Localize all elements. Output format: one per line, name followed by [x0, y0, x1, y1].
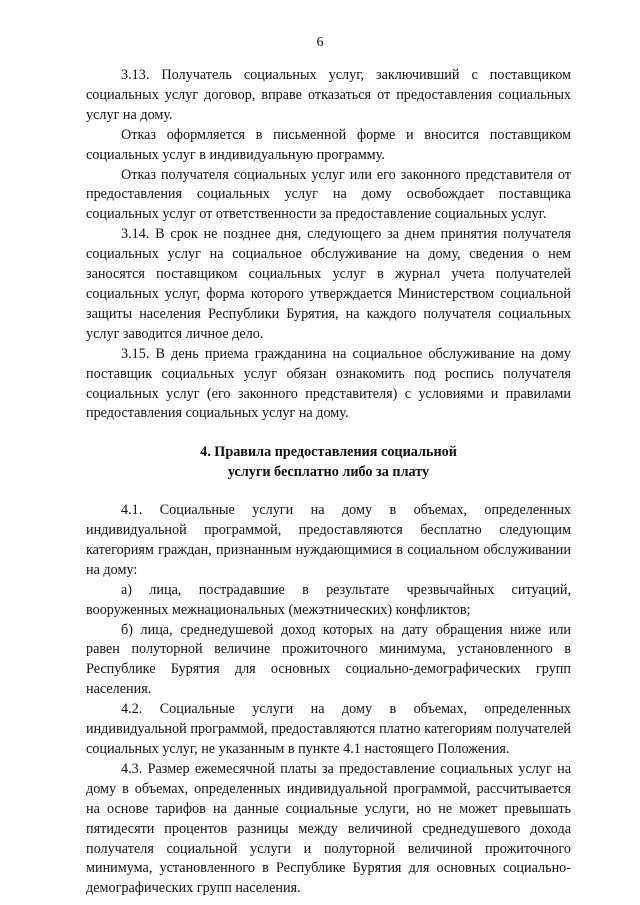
- page-number: 6: [316, 35, 324, 50]
- paragraph-3-13: 3.13. Получатель социальных услуг, заключивший с поставщиком социальных услуг договор, вправе отказаться от предоставления социальных услуг на дому.: [86, 67, 571, 123]
- section-heading-line-2: услуги бесплатно либо за плату: [227, 464, 430, 481]
- document-body: [86, 66, 571, 899]
- paragraph-4-2: 4.2. Социальные услуги на дому в объемах, определенных индивидуальной программой, предоставляются платно категориям получателей социальных услуг, не указанным в пункте 4.1 настоящего Положения.: [86, 701, 571, 757]
- paragraph-3-14: 3.14. В срок не позднее дня, следующего за днем принятия получателя социальных услуг на социальное обслуживание на дому, сведения о нем заносятся поставщиком социальных услуг в журнал учета получателей социальных услуг, форма которого утверждается Министерством социальной защиты населения Республики Бурятия, на каждого получателя социальных услуг заводится личное дело.: [86, 226, 571, 342]
- paragraph-4-3: 4.3. Размер ежемесячной платы за предоставление социальных услуг на дому в объемах, определенных индивидуальной программой, рассчитывается на основе тарифов на данные социальные услуги, но не может превышать пятидесяти процентов разницы между величиной среднедушевого дохода получателя социальной услуги и полуторной величиной прожиточного минимума, установленного в Республике Бурятия для основных социально-демографических групп населения.: [86, 760, 571, 897]
- section-heading-line-1: 4. Правила предоставления социальной: [200, 444, 457, 461]
- paragraph-refusal-liability: Отказ получателя социальных услуг или его законного представителя от предоставления социальных услуг на дому освобождает поставщика социальных услуг от ответственности за предоставление социальных услуг.: [86, 166, 571, 223]
- paragraph-3-15: 3.15. В день приема гражданина на социальное обслуживание на дому поставщик социальных услуг обязан ознакомить под роспись получателя социальных услуг (его законного представителя) с условиями и правилами предоставления социальных услуг на дому.: [86, 345, 571, 422]
- paragraph-4-1-a: а) лица, пострадавшие в результате чрезвычайных ситуаций, вооруженных межнациональных (межэтнических) конфликтов;: [86, 581, 571, 618]
- paragraph-4-1-b: б) лица, среднедушевой доход которых на дату обращения ниже или равен полуторной величине прожиточного минимума, установленного в Республике Бурятия для основных социально-демографических групп населения.: [86, 621, 571, 698]
- paragraph-4-1: 4.1. Социальные услуги на дому в объемах, определенных индивидуальной программой, предоставляются бесплатно следующим категориям граждан, признанным нуждающимися в социальном обслуживании на дому:: [86, 502, 571, 578]
- paragraph-refusal-form: Отказ оформляется в письменной форме и вносится поставщиком социальных услуг в индивидуальную программу.: [86, 126, 571, 163]
- section-heading: [86, 443, 571, 483]
